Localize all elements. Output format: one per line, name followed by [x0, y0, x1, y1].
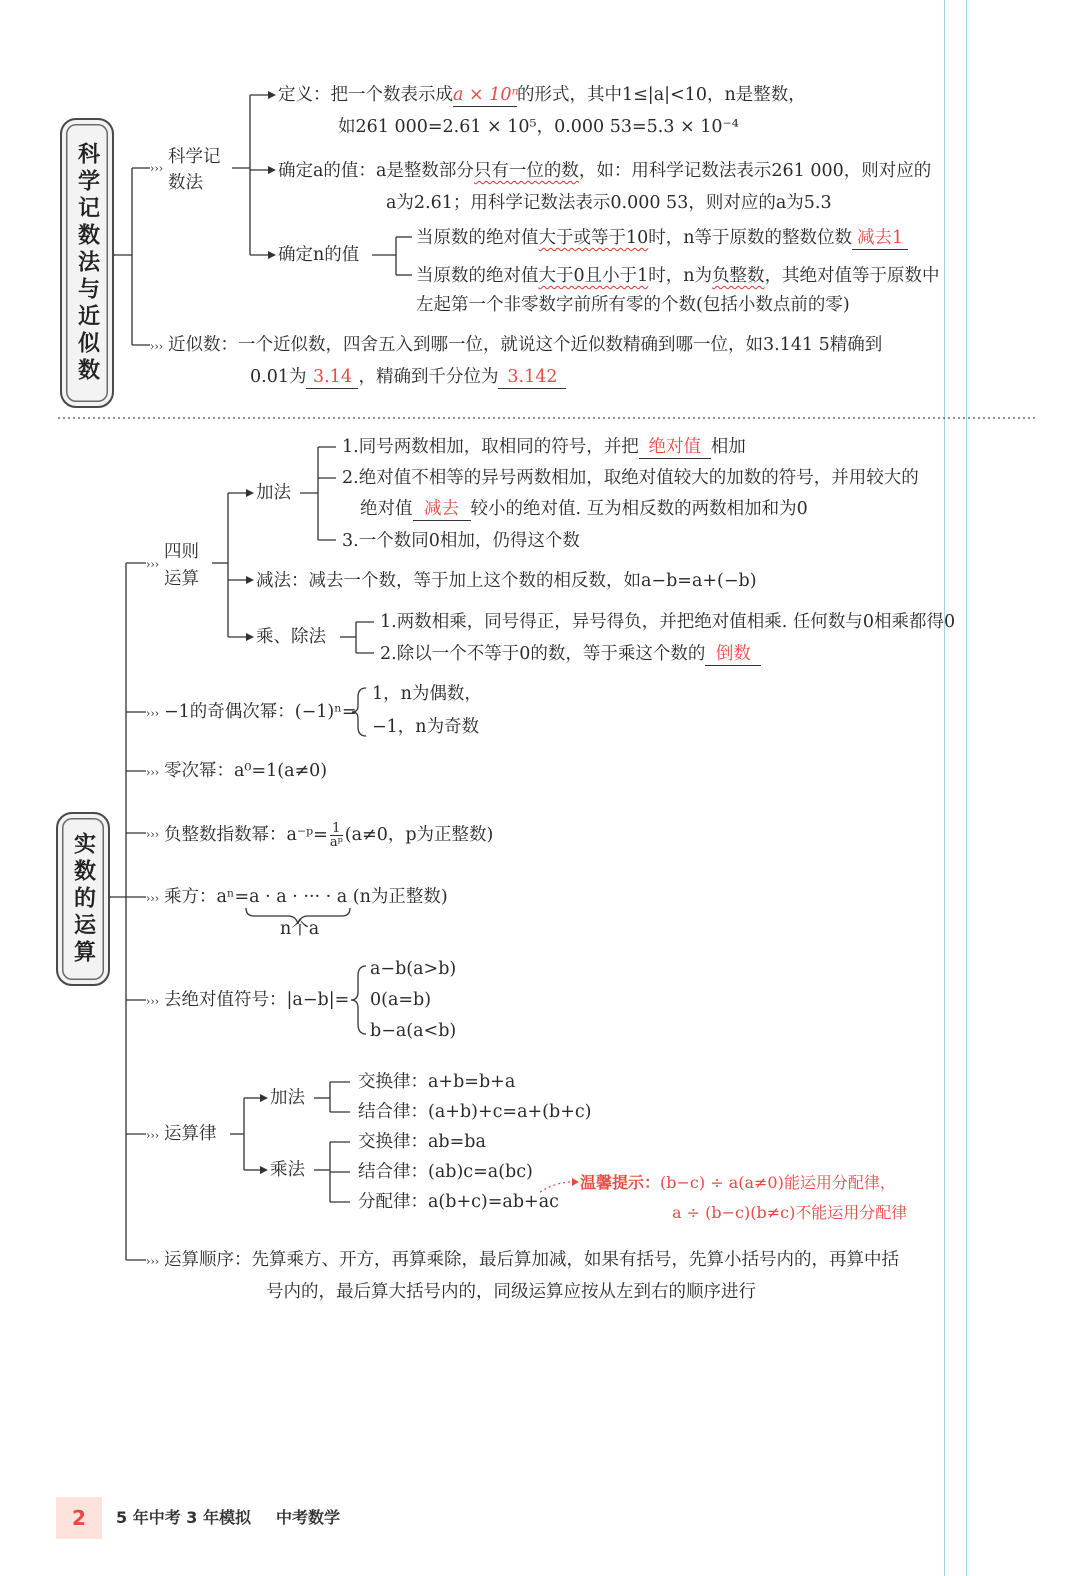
- node-laws: 运算律: [164, 1124, 217, 1144]
- answer-blank: 3.142: [498, 366, 566, 389]
- branch-marker: ›››: [150, 162, 164, 175]
- subtraction-line: 减法：减去一个数，等于加上这个数的相反数，如a−b=a+(−b): [256, 571, 757, 591]
- node-determine-n: 确定n的值: [278, 245, 360, 265]
- book-title: 5 年中考 3 年模拟: [116, 1508, 251, 1527]
- div-rule-2: 2.除以一个不等于0的数，等于乘这个数的 倒数: [380, 643, 761, 666]
- section-title-scientific-notation: [60, 118, 114, 408]
- tip-box: [580, 1172, 896, 1194]
- n-case-2: 当原数的绝对值大于0且小于1时，n为负整数，其绝对值等于原数中: [416, 266, 940, 286]
- determine-a-line: 确定a的值：a是整数部分只有一位的数，如：用科学记数法表示261 000，则对应的: [278, 161, 932, 181]
- abs-label: 去绝对值符号：|a−b|=: [164, 990, 350, 1010]
- definition-line: 定义：把一个数表示成a × 10ⁿ的形式，其中1≤|a|<10，n是整数，: [278, 85, 806, 105]
- law-mul-commutative: 交换律：ab=ba: [358, 1132, 486, 1152]
- law-add-commutative: 交换律：a+b=b+a: [358, 1072, 516, 1092]
- answer-blank: 绝对值: [639, 436, 711, 459]
- branch-marker: ›››: [146, 558, 160, 571]
- fraction: $\frac{1}{\text{aᵖ}}$: [329, 821, 343, 850]
- determine-a-line2: a为2.61；用科学记数法表示0.000 53，则对应的a为5.3: [386, 193, 832, 213]
- branch-marker: ›››: [146, 1255, 160, 1268]
- n-case-2-line2: 左起第一个非零数字前所有零的个数(包括小数点前的零): [416, 295, 850, 315]
- law-add-associative: 结合律：(a+b)+c=a+(b+c): [358, 1102, 592, 1122]
- add-rule-2b: 绝对值 减去 较小的绝对值. 互为相反数的两数相加和为0: [360, 499, 808, 519]
- definition-example: 如261 000=2.61 × 10⁵，0.000 53=5.3 × 10⁻⁴: [338, 117, 739, 137]
- branch-marker: ›››: [146, 892, 160, 905]
- node-four-ops-1: 四则: [164, 542, 199, 562]
- answer-blank: 倒数: [705, 643, 761, 666]
- zero-power: 零次幂：a⁰=1(a≠0): [164, 761, 328, 781]
- add-rule-3: 3.一个数同0相加，仍得这个数: [342, 531, 580, 551]
- law-mul-associative: 结合律：(ab)c=a(bc): [358, 1162, 533, 1182]
- law-distributive: 分配律：a(b+c)=ab+ac: [358, 1192, 559, 1212]
- node-addition: 加法: [256, 483, 291, 503]
- answer-blank: 减去1: [852, 227, 908, 250]
- branch-marker: ›››: [146, 828, 160, 841]
- add-rule-1: 1.同号两数相加，取相同的符号，并把 绝对值 相加: [342, 437, 746, 457]
- neg-one-case-even: 1，n为偶数，: [372, 684, 482, 704]
- neg-one-power-label: −1的奇偶次幂：(−1)ⁿ=: [164, 702, 357, 722]
- power-under-label: n个a: [280, 919, 320, 939]
- page-number: 2: [56, 1497, 102, 1539]
- order-line2: 号内的，最后算大括号内的，同级运算应按从左到右的顺序进行: [266, 1282, 756, 1302]
- abs-case-3: b−a(a<b): [370, 1021, 457, 1041]
- n-case-1: 当原数的绝对值大于或等于10时，n等于原数的整数位数 减去1: [416, 227, 908, 250]
- branch-marker: ›››: [146, 995, 160, 1008]
- section-title-real-number-operations: [56, 812, 110, 986]
- tip-line-1: (b−c) ÷ a(a≠0)能运用分配律，: [660, 1173, 896, 1192]
- add-rule-2: 2.绝对值不相等的异号两数相加，取绝对值较大的加数的符号，并用较大的: [342, 468, 919, 488]
- answer-blank: a × 10ⁿ: [453, 85, 519, 105]
- branch-marker: ›››: [146, 707, 160, 720]
- section-title-text: 实数的运算: [70, 831, 96, 967]
- negative-exponent: 负整数指数幂：a⁻ᵖ= $\frac{1}{\text{aᵖ}} (a\ne 0$，p为正整数): [164, 821, 494, 850]
- approx-line2: 0.01为 3.14 ，精确到千分位为 3.142: [250, 366, 566, 389]
- abs-case-1: a−b(a>b): [370, 959, 457, 979]
- order-line: 运算顺序：先算乘方、开方，再算乘除，最后算加减，如果有括号，先算小括号内的，再算中括: [164, 1250, 899, 1270]
- neg-one-case-odd: −1，n为奇数: [372, 717, 480, 737]
- branch-marker: ›››: [150, 340, 164, 353]
- node-laws-addition: 加法: [270, 1088, 305, 1108]
- node-four-ops-2: 运算: [164, 569, 199, 589]
- node-laws-multiplication: 乘法: [270, 1160, 305, 1180]
- power-definition: 乘方：aⁿ=a · a · ··· · a (n为正整数): [164, 887, 448, 907]
- tip-label: 温馨提示：: [580, 1173, 661, 1192]
- approx-line: 近似数：一个近似数，四舍五入到哪一位，就说这个近似数精确到哪一位，如3.141 5精确到: [168, 335, 883, 355]
- subject-title: 中考数学: [276, 1508, 341, 1527]
- node-mul-div: 乘、除法: [256, 627, 326, 647]
- node-sci-notation-2: 数法: [168, 173, 203, 193]
- tip-line-2: a ÷ (b−c)(b≠c)不能运用分配律: [672, 1203, 908, 1222]
- branch-marker: ›››: [146, 766, 160, 779]
- answer-blank: 3.14: [306, 366, 358, 389]
- mul-rule-1: 1.两数相乘，同号得正，异号得负，并把绝对值相乘. 任何数与0相乘都得0: [380, 612, 956, 632]
- abs-case-2: 0(a=b): [370, 990, 432, 1010]
- answer-blank: 减去: [413, 498, 471, 521]
- section-title-text: 科学记数法与近似数: [74, 141, 100, 385]
- node-sci-notation-1: 科学记: [168, 147, 221, 167]
- branch-marker: ›››: [146, 1129, 160, 1142]
